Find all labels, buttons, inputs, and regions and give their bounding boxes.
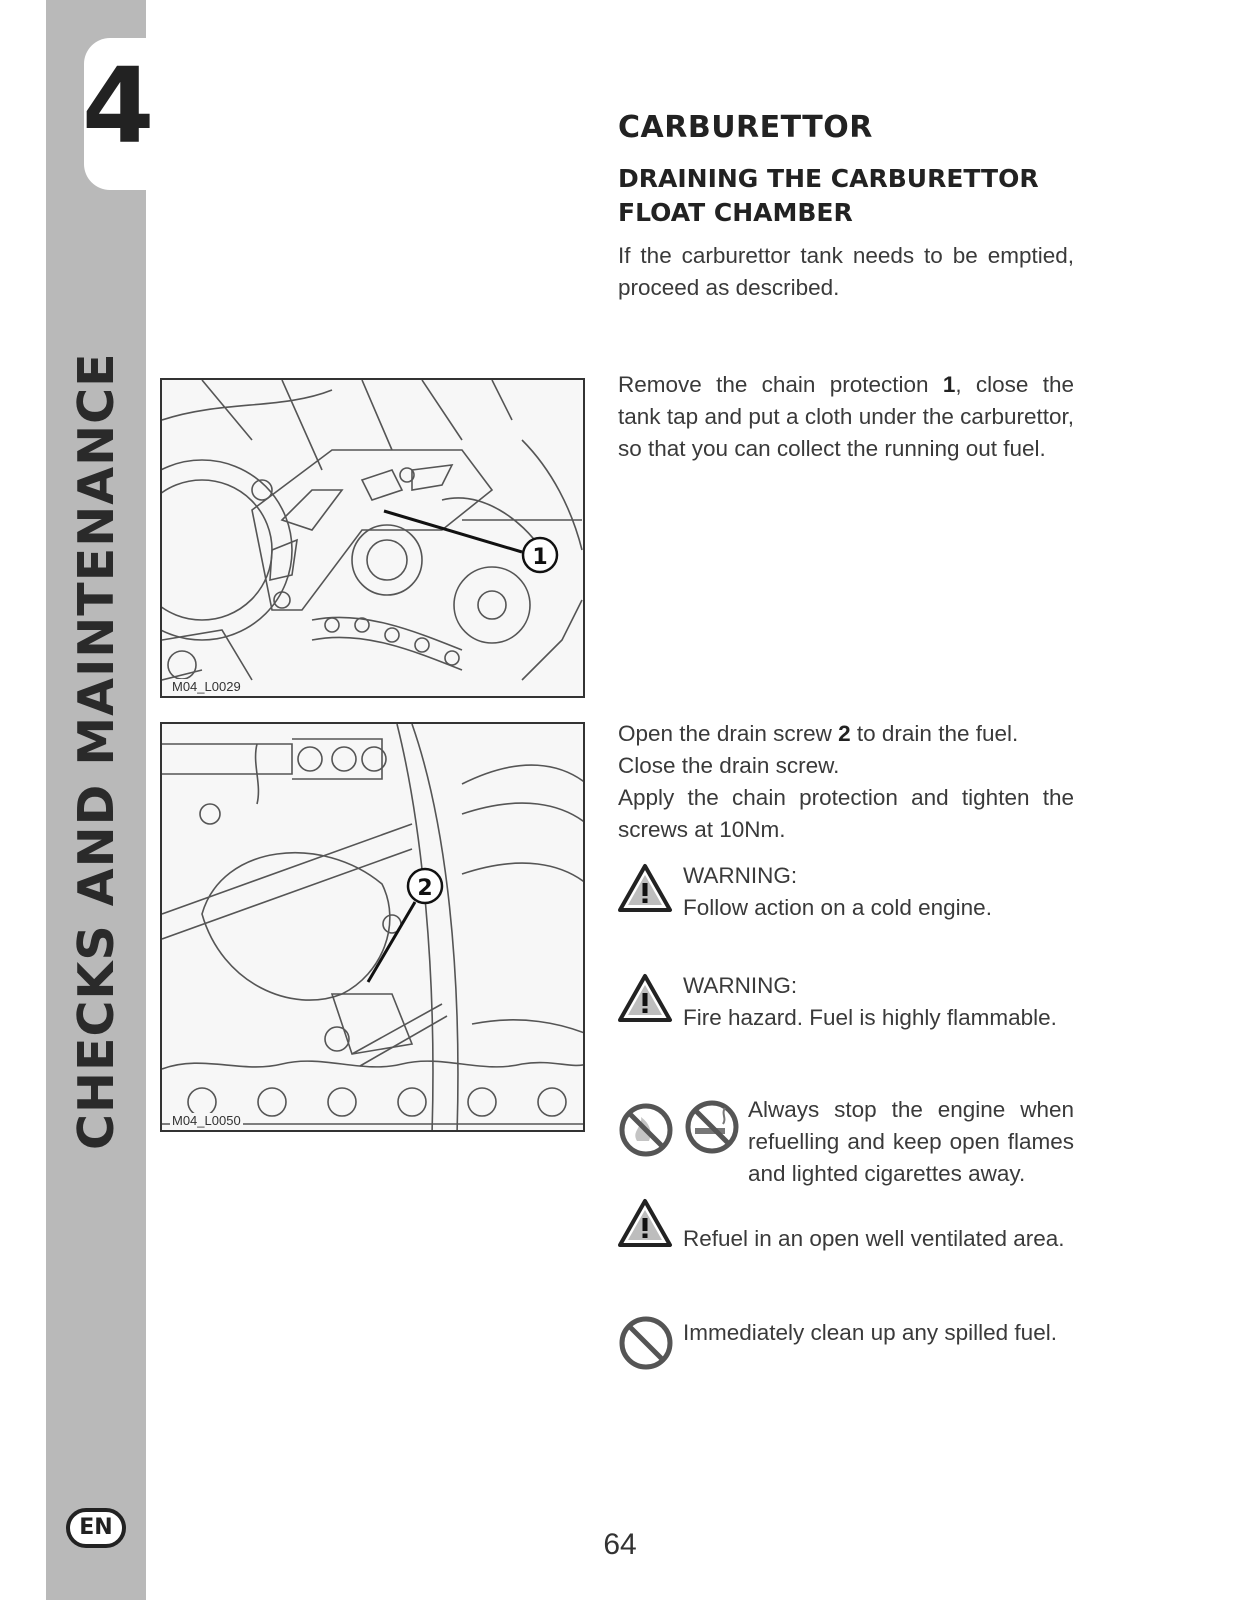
step1-paragraph: Remove the chain protection 1, close the tank tap and put a cloth under the carburettor, so that you can collect the running out fuel. bbox=[618, 372, 1075, 461]
warning-2-text: Fire hazard. Fuel is highly flammable. bbox=[683, 1005, 1057, 1030]
no-smoking-icon bbox=[683, 1098, 741, 1156]
warning-1 bbox=[683, 860, 1074, 924]
warning-triangle-icon bbox=[617, 973, 673, 1023]
figure-code: M04_L0029 bbox=[172, 679, 241, 694]
drain-screw-figure bbox=[160, 722, 585, 1132]
prohibition-icon bbox=[617, 1314, 675, 1372]
no-open-flames-icon bbox=[617, 1101, 675, 1159]
section-title: CARBURETTOR bbox=[618, 110, 873, 145]
warning-triangle-icon bbox=[617, 1198, 673, 1248]
step2-paragraph: Open the drain screw 2 to drain the fuel. Close the drain screw. Apply the chain protection and tighten the screws at 10Nm. bbox=[618, 721, 1074, 842]
section-subtitle: DRAINING THE CARBURETTOR FLOAT CHAMBER bbox=[618, 164, 1039, 227]
no-flames-paragraph: Always stop the engine when refuelling and keep open flames and lighted cigarettes away. bbox=[748, 1097, 1074, 1186]
step1-ref: 1 bbox=[942, 372, 956, 397]
warning-triangle-icon bbox=[617, 863, 673, 913]
chapter-side-title: CHECKS AND MAINTENANCE bbox=[68, 352, 125, 1150]
language-badge: EN bbox=[66, 1508, 126, 1548]
warning-2-title: WARNING: bbox=[683, 973, 798, 998]
callout-1-label: 1 bbox=[532, 545, 548, 570]
page-number: 64 bbox=[603, 1528, 637, 1561]
drain-screw-drawing bbox=[162, 724, 585, 1132]
warning-1-title: WARNING: bbox=[683, 863, 798, 888]
warning-2 bbox=[683, 970, 1074, 1034]
spill-paragraph: Immediately clean up any spilled fuel. bbox=[683, 1320, 1057, 1345]
step2-ref: 2 bbox=[838, 721, 851, 746]
figure-code: M04_L0050 bbox=[172, 1113, 241, 1128]
chain-protection-drawing bbox=[162, 380, 585, 698]
callout-2-label: 2 bbox=[417, 876, 433, 901]
intro-paragraph: If the carburettor tank needs to be emptied, proceed as described. bbox=[618, 243, 1074, 300]
warning-1-text: Follow action on a cold engine. bbox=[683, 895, 992, 920]
chain-protection-figure bbox=[160, 378, 585, 698]
ventilation-paragraph: Refuel in an open well ventilated area. bbox=[683, 1226, 1065, 1251]
chapter-number: 4 bbox=[82, 45, 155, 167]
